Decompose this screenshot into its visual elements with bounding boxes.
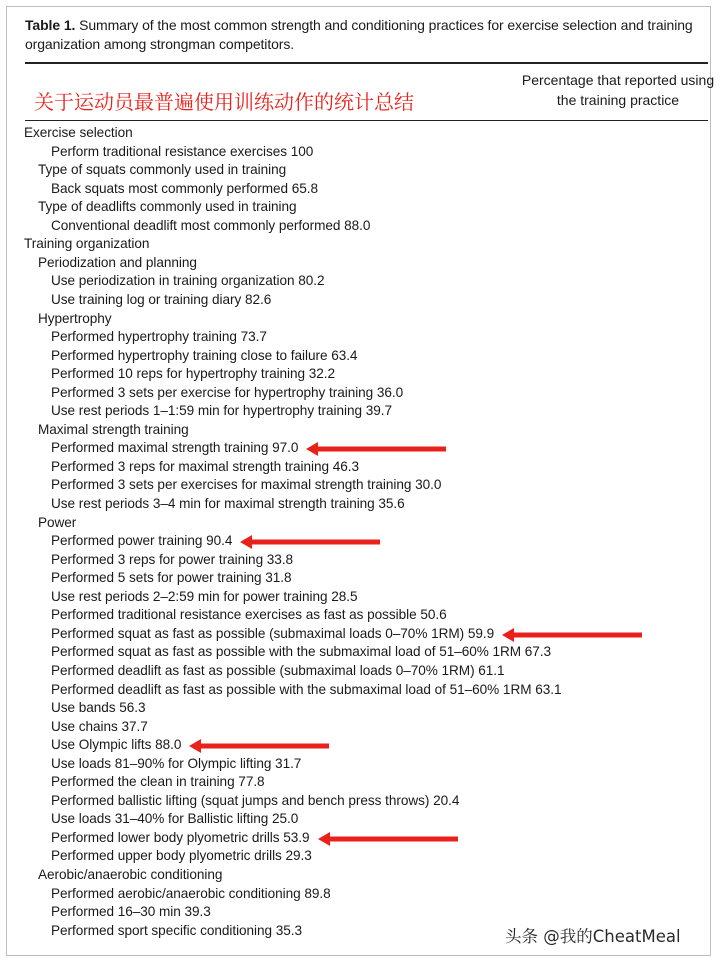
top-rule: [25, 62, 708, 64]
table-row: Use rest periods 3–4 min for maximal strength training 35.6: [51, 496, 405, 511]
table-row: Back squats most commonly performed 65.8: [51, 180, 318, 196]
table-row: Use loads 81–90% for Olympic lifting 31.7: [51, 755, 302, 771]
table-row: Use loads 31–40% for Ballistic lifting 25.0: [51, 811, 299, 827]
table-row: Performed 3 sets per exercise for hypertrophy training 36.0: [51, 384, 404, 400]
table-row: Performed deadlift as fast as possible (submaximal loads 0–70% 1RM) 61.1: [51, 662, 505, 678]
subsection-heading: Periodization and planning: [38, 254, 197, 270]
subsection-heading: Hypertrophy: [38, 310, 112, 326]
table-row: Performed sport specific conditioning 35.3: [51, 922, 303, 938]
table-row: Performed lower body plyometric drills 53.9: [51, 829, 310, 845]
table-row: Performed deadlift as fast as possible with the submaximal load of 51–60% 1RM 63.1: [51, 681, 562, 697]
table-row: Use Olympic lifts 88.0: [51, 737, 182, 753]
section-heading: Training organization: [24, 236, 150, 252]
table-caption: [25, 16, 697, 54]
chinese-annotation-heading: 关于运动员最普遍使用训练动作的统计总结: [34, 90, 414, 114]
table-row: Performed 5 sets for power training 31.8: [51, 570, 292, 586]
table-row: Performed ballistic lifting (squat jumps and bench press throws) 20.4: [51, 792, 460, 808]
subsection-heading: Aerobic/anaerobic conditioning: [38, 867, 223, 882]
highlight-arrow-icon: [502, 627, 642, 643]
highlight-arrow-icon: [318, 831, 458, 847]
table-row: Performed traditional resistance exercises as fast as possible 50.6: [51, 607, 447, 623]
table-row: Performed 10 reps for hypertrophy training 32.2: [51, 366, 336, 382]
table-row: Performed squat as fast as possible (submaximal loads 0–70% 1RM) 59.9: [51, 625, 495, 641]
subsection-heading: Type of squats commonly used in training: [38, 162, 287, 178]
table-row: Performed power training 90.4: [51, 533, 233, 549]
table-row: Performed maximal strength training 97.0: [51, 440, 299, 456]
table-row: Performed the clean in training 77.8: [51, 774, 265, 790]
table-row: Use chains 37.7: [51, 718, 148, 734]
table-row: Performed 3 sets per exercises for maximal strength training 30.0: [51, 477, 442, 493]
subsection-heading: Maximal strength training: [38, 421, 189, 437]
table-row: Use rest periods 1–1:59 min for hypertrophy training 39.7: [51, 403, 392, 419]
table-row: Performed hypertrophy training close to failure 63.4: [51, 347, 358, 363]
table-row: Use rest periods 2–2:59 min for power training 28.5: [51, 588, 358, 604]
highlight-arrow-icon: [189, 738, 329, 754]
table-row: Use periodization in training organization 80.2: [51, 273, 325, 289]
subsection-heading: Power: [38, 514, 77, 530]
watermark: 头条 @我的CheatMeal: [505, 927, 681, 946]
section-heading: Exercise selection: [24, 125, 133, 140]
table-row: Perform traditional resistance exercises 100: [51, 143, 314, 159]
table-row: Performed upper body plyometric drills 29.3: [51, 848, 312, 864]
table-row: Performed hypertrophy training 73.7: [51, 329, 267, 345]
table-row: Performed 16–30 min 39.3: [51, 904, 211, 920]
column-header-line-2: the training practice: [556, 92, 680, 108]
header-rule: [25, 120, 708, 121]
table-row: Use training log or training diary 82.6: [51, 291, 272, 307]
table-row: Conventional deadlift most commonly performed 88.0: [51, 217, 371, 233]
column-header: [520, 70, 716, 110]
highlight-arrow-icon: [240, 534, 380, 550]
table-label: Table 1.: [25, 17, 76, 33]
column-header-line-1: Percentage that reported using: [521, 72, 715, 88]
table-row: Performed 3 reps for maximal strength training 46.3: [51, 458, 359, 474]
table-caption-text: Summary of the most common strength and conditioning practices for exercise selection and training organization among strongman competitors.: [25, 17, 693, 52]
table-row: Performed aerobic/anaerobic conditioning 89.8: [51, 885, 331, 901]
highlight-arrow-icon: [306, 441, 446, 457]
subsection-heading: Type of deadlifts commonly used in training: [38, 199, 297, 215]
table-row: Performed squat as fast as possible with the submaximal load of 51–60% 1RM 67.3: [51, 644, 552, 660]
table-row: Use bands 56.3: [51, 700, 146, 716]
table-row: Performed 3 reps for power training 33.8: [51, 551, 294, 567]
